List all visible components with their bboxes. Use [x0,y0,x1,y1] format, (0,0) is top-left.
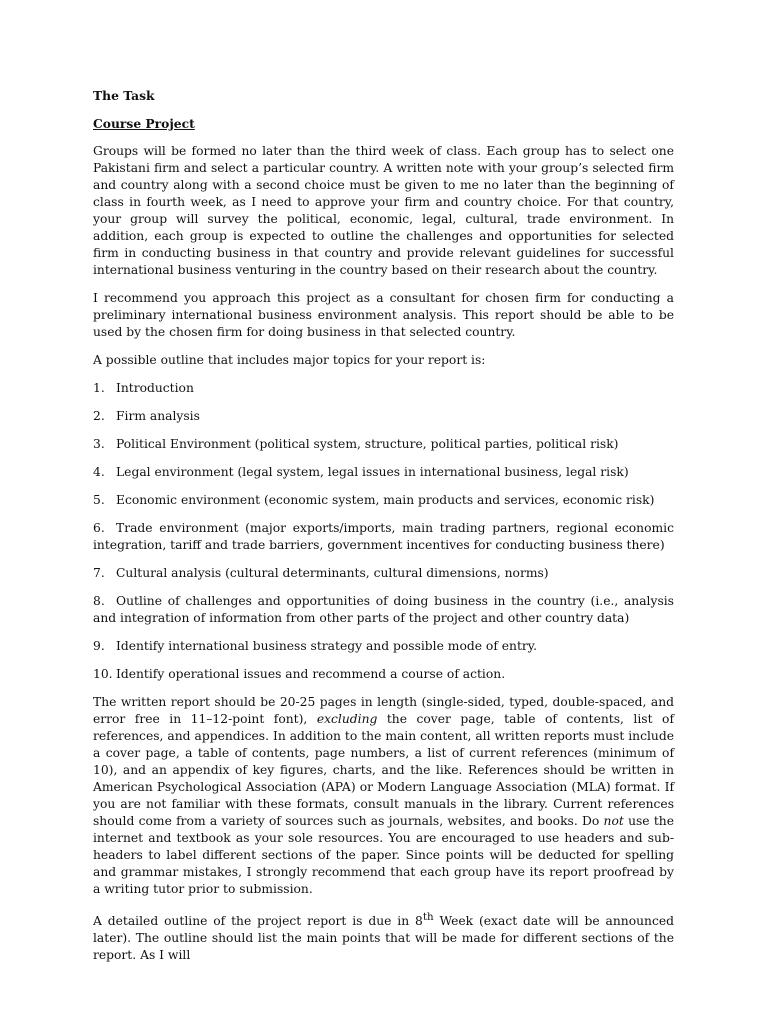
list-item [93,666,674,683]
outline-intro: A possible outline that includes major topics for your report is: [93,353,486,367]
list-item-text: Outline of challenges and opportunities of doing business in the country (i.e., analysis and integration of information from other parts of the project and other country data) [93,594,674,625]
list-item-text: Firm analysis [116,409,200,423]
list-item-text: Cultural analysis (cultural determinants, cultural dimensions, norms) [116,566,549,580]
paragraph-groups: Groups will be formed no later than the third week of class. Each group has to select one Pakistani firm and select a particular country. A written note with your group’s selected firm and country along with a second choice must be given to me no later than the beginning of class in fourth week, as I need to approve your firm and country choice. For that country, your group will survey the political, economic, legal, cultural, trade environment. In addition, each group is expected to outline the challenges and opportunities for selected firm in conducting business in that country and provide relevant guidelines for successful international business venturing in the country based on their research about the country. [93,144,674,277]
report-text-part2: the cover page, table of contents, list of references, and appendices. In addition to the main content, all written reports must include a cover page, a table of contents, page numbers, a list of current references (minimum of 10), and an appendix of key figures, charts, and the like. References should be written in American Psychological Association (APA) or Modern Language Association (MLA) format. If you are not familiar with these formats, consult manuals in the library. Current references should come from a variety of sources such as journals, websites, and books. Do [93,712,674,828]
list-item-number: 2. [93,409,105,423]
document-subtitle: Course Project [93,116,195,131]
list-item-number: 8. [93,594,105,608]
outline-due-part1: A detailed outline of the project report is due in 8 [93,914,423,929]
list-item [93,408,674,425]
list-item-text: Political Environment (political system, structure, political parties, political risk) [116,437,619,451]
paragraph-outline-due [93,909,674,964]
emphasis-not: not [603,814,624,828]
list-item-number: 6. [93,521,105,535]
list-item-text: Economic environment (economic system, main products and services, economic risk) [116,493,655,507]
list-item [93,492,674,509]
outline-due-part2: Week (exact date will be announced later). The outline should list the main points that will be made for different sections of the report. As I will [93,914,675,963]
list-item [93,638,674,655]
list-item-text: Trade environment (major exports/imports, main trading partners, regional economic integration, tariff and trade barriers, government incentives for conducting business there) [93,521,674,552]
list-item [93,464,674,481]
list-item-number: 1. [93,381,105,395]
list-item [93,380,674,397]
list-item-number: 3. [93,437,105,451]
list-item-number: 9. [93,639,105,653]
list-item [93,520,674,554]
list-item-text: Identify international business strategy and possible mode of entry. [116,639,538,653]
list-item-number: 7. [93,566,105,580]
paragraph-consultant: I recommend you approach this project as a consultant for chosen firm for conducting a preliminary international business environment analysis. This report should be able to be used by the chosen firm for doing business in that selected country. [93,291,674,339]
emphasis-excluding: excluding [316,712,378,726]
report-text-part3: use the internet and textbook as your sole resources. You are encouraged to use headers and sub-headers to label different sections of the paper. Since points will be deducted for spelling and grammar mistakes, I strongly recommend that each group have its report proofread by a writing tutor prior to submission. [93,814,674,896]
report-text-part1: The written report should be 20-25 pages in length (single-sided, typed, double-spaced, and error free in 11–12-point font), [93,695,674,726]
list-item-text: Legal environment (legal system, legal issues in international business, legal risk) [116,465,629,479]
list-item-number: 10. [93,667,113,681]
list-item-number: 5. [93,493,105,507]
paragraph-report-requirements [93,694,674,898]
document-title: The Task [93,88,155,103]
list-item [93,436,674,453]
list-item [93,565,674,582]
ordinal-suffix: th [422,911,434,923]
list-item-text: Identify operational issues and recommend a course of action. [116,667,506,681]
list-item-text: Introduction [116,381,194,395]
list-item-number: 4. [93,465,105,479]
list-item [93,593,674,627]
outline-list [93,380,674,683]
document-body [93,87,674,964]
